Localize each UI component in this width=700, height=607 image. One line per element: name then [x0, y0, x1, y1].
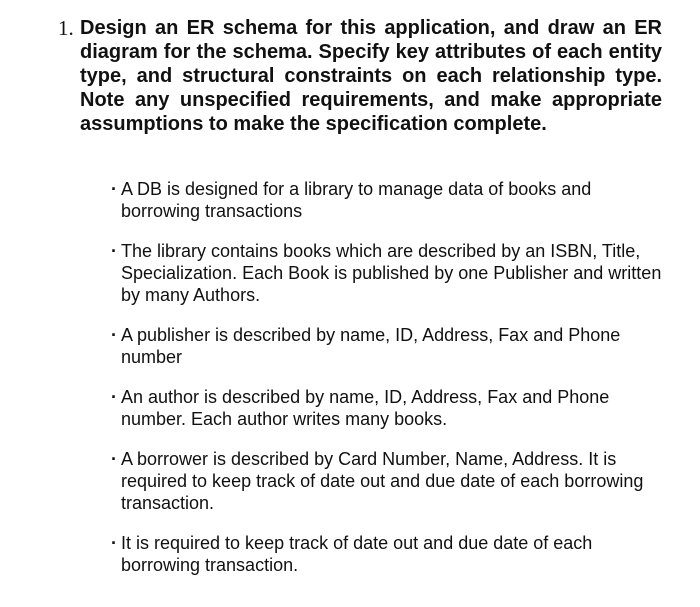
requirement-text: An author is described by name, ID, Address, Fax and Phone number. Each author writes many books. — [121, 387, 610, 429]
question-text: Design an ER schema for this application, and draw an ER diagram for the schema. Specify key attributes of each entity type, and structural constraints on each relationship type. Note any unspecified requirements, and make appropriate assumptions to make the specification complete. — [80, 17, 662, 135]
requirement-text: A DB is designed for a library to manage data of books and borrowing transactions — [121, 179, 592, 221]
question-number: 1. — [58, 16, 74, 40]
bullet-icon: · — [111, 179, 117, 199]
requirement-text: A borrower is described by Card Number, Name, Address. It is required to keep track of date out and due date of each borrowing transaction. — [121, 449, 644, 513]
bullet-icon: · — [111, 387, 117, 407]
bullet-icon: · — [111, 325, 117, 345]
requirement-text: It is required to keep track of date out and due date of each borrowing transaction. — [121, 533, 593, 575]
requirement-item — [109, 386, 669, 430]
bullet-icon: · — [111, 533, 117, 553]
requirement-item — [109, 448, 669, 514]
requirement-item — [109, 240, 669, 306]
requirements-list — [109, 178, 669, 594]
requirement-text: A publisher is described by name, ID, Address, Fax and Phone number — [121, 325, 621, 367]
requirement-item — [109, 324, 669, 368]
bullet-icon: · — [111, 241, 117, 261]
requirement-text: The library contains books which are described by an ISBN, Title, Specialization. Each Book is published by one Publisher and written by many Authors. — [121, 241, 662, 305]
requirement-item — [109, 178, 669, 222]
requirement-item — [109, 532, 669, 576]
bullet-icon: · — [111, 449, 117, 469]
